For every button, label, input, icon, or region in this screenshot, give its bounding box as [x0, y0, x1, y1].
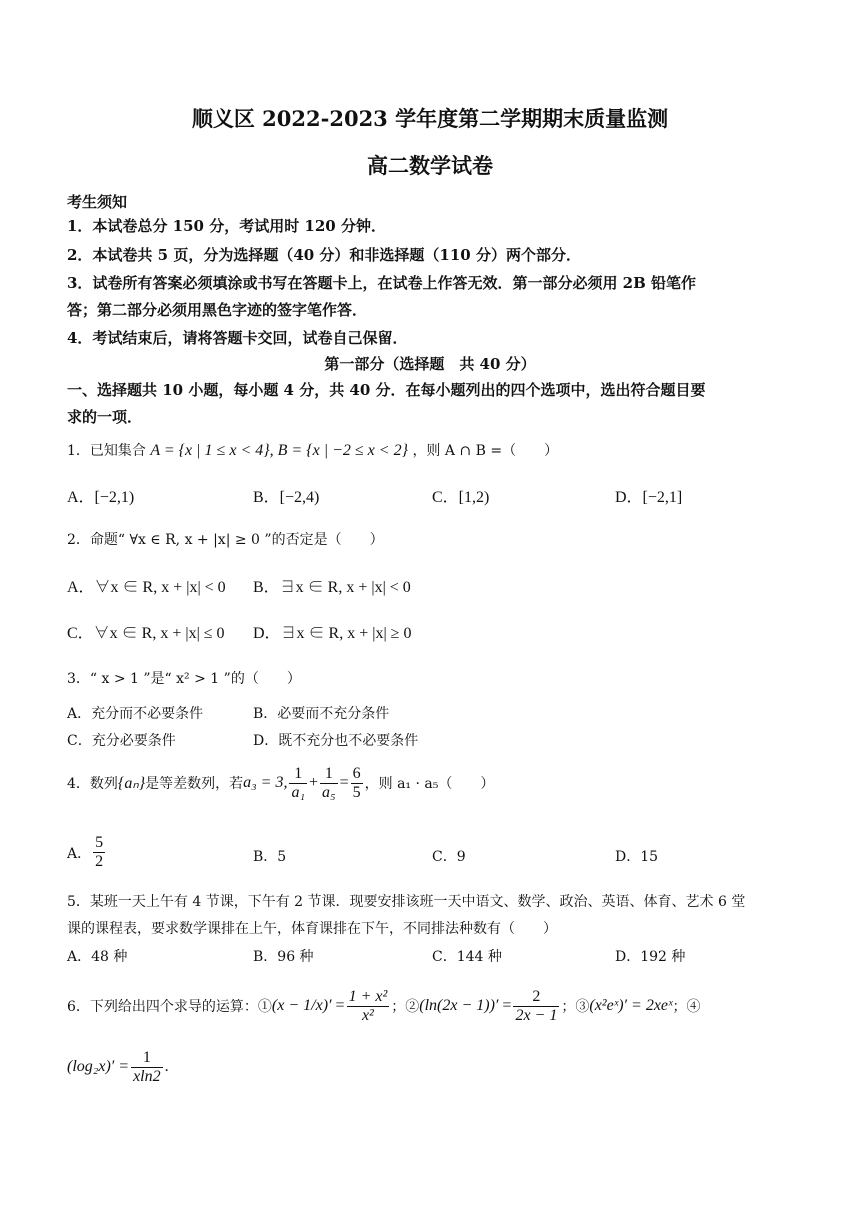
q4-a3: a₃ = 3, — [243, 774, 288, 791]
q6-end: . — [164, 1058, 169, 1075]
q4-option-d: D．15 — [615, 849, 659, 865]
q5-option-d: D．192 种 — [615, 949, 686, 965]
q4-f2-num: 1 — [320, 765, 338, 784]
notice-item-1: 1．本试卷总分 150 分，考试用时 120 分钟． — [67, 217, 386, 235]
question-4-stem — [67, 760, 494, 806]
notice-heading: 考生须知 — [67, 193, 128, 211]
exam-subtitle: 高二数学试卷 — [367, 153, 493, 178]
notice-item-3a: 3．试卷所有答案必须填涂或书写在答题卡上，在试卷上作答无效．第一部分必须用 2B 铅笔作 — [67, 274, 697, 292]
q2-option-b: B．∃x ∈ R, x + |x| < 0 — [253, 579, 411, 596]
q6-expr-4-lhs: (log₂x)′ = — [67, 1058, 130, 1075]
q4-f2-den: a₅ — [322, 783, 336, 801]
q1-option-b: B．[−2,4) — [253, 489, 320, 506]
q6-expr-2-lhs: (ln(2x − 1))′ — [419, 997, 499, 1014]
q5-option-a: A．48 种 — [67, 949, 128, 965]
q6-expr-2-rhs — [513, 988, 559, 1025]
exam-title: 顺义区 2022-2023 学年度第二学期期末质量监测 — [191, 106, 669, 131]
q4-option-a — [67, 834, 107, 871]
part1-instruction-b: 求的一项． — [67, 408, 143, 426]
part1-heading: 第一部分（选择题 共 40 分） — [324, 355, 536, 373]
q1-option-d: D．[−2,1] — [615, 489, 683, 506]
question-1-stem — [67, 440, 558, 460]
question-5-line-2: 课的课程表，要求数学课排在上午，体育课排在下午，不同排法种数有（ ） — [67, 921, 557, 937]
q2-option-d: D．∃x ∈ R, x + |x| ≥ 0 — [253, 625, 412, 642]
q4-fraction-2 — [320, 765, 338, 802]
q4-f3-den: 5 — [352, 783, 361, 801]
q4-sequence: {aₙ} — [117, 775, 146, 792]
q4-f1-num: 1 — [289, 765, 307, 784]
q4-f1-den: a₁ — [291, 783, 306, 801]
q6-e2-num: 2 — [513, 988, 559, 1007]
q3-option-a: A．充分而不必要条件 — [67, 706, 204, 722]
q6-sep-1: ；② — [391, 999, 420, 1015]
q4-a-fraction — [93, 834, 105, 871]
q4-a-den: 2 — [95, 853, 104, 870]
q6-expr-1-lhs: (x − 1/x)′ — [271, 997, 332, 1014]
part1-instruction-a: 一、选择题共 10 小题，每小题 4 分，共 40 分．在每小题列出的四个选项中，选出符合题目要 — [67, 381, 706, 399]
q1-sets: A = {x | 1 ≤ x < 4}, B = {x | −2 ≤ x < 2} — [150, 442, 408, 459]
q4-plus: + — [309, 774, 319, 791]
q4-fraction-1 — [289, 765, 307, 802]
q3-option-d: D．既不充分也不必要条件 — [253, 733, 419, 749]
q4-option-c: C．9 — [432, 849, 466, 865]
q1-option-a: A．[−2,1) — [67, 489, 135, 506]
q3-option-c: C．充分必要条件 — [67, 733, 176, 749]
q4-a-num: 5 — [95, 834, 104, 851]
question-2-stem: 2．命题“ ∀x ∈ R, x + |x| ≥ 0 ”的否定是（ ） — [67, 532, 384, 548]
q4-option-b: B．5 — [253, 849, 287, 865]
q6-e2-den: 2x − 1 — [515, 1006, 558, 1024]
question-6-continued — [67, 1043, 169, 1091]
q4-prefix: 4．数列 — [67, 776, 118, 792]
q4-fraction-3 — [351, 765, 363, 802]
q5-option-b: B．96 种 — [253, 949, 314, 965]
q4-equals: = — [339, 774, 349, 791]
q1-option-c: C．[1,2) — [432, 489, 490, 506]
q6-expr-3: (x²eˣ)′ = 2xeˣ — [589, 997, 673, 1014]
q4-tail: ，则 a₁ · a₅（ ） — [364, 776, 495, 792]
q6-prefix: 6．下列给出四个求导的运算：① — [67, 999, 272, 1015]
q5-option-c: C．144 种 — [432, 949, 502, 965]
q6-e1-den: x² — [361, 1006, 374, 1024]
q6-sep-3: ；④ — [672, 999, 701, 1015]
q4-f3-num: 6 — [352, 764, 361, 782]
q1-prefix: 1．已知集合 — [67, 443, 146, 459]
question-5-line-1: 5．某班一天上午有 4 节课，下午有 2 节课．现要安排该班一天中语文、数学、政治、英语、体育、艺术 6 堂 — [67, 894, 746, 910]
q6-expr-4-rhs — [131, 1049, 163, 1086]
question-6-stem: 6．下列给出四个求导的运算：① (x − 1/x)′ = $\frac{\text{1 + x²}}{\text{x²}}$ ；② (ln(2x − 1))′ = $\frac{2}{2x - 1}$ ；③ (x²eˣ)′ = 2xeˣ ；④ — [67, 987, 701, 1024]
q6-expr-1-rhs — [347, 988, 390, 1025]
q6-e4-num: 1 — [131, 1049, 163, 1068]
notice-item-4: 4．考试结束后，请将答题卡交回，试卷自己保留． — [67, 329, 408, 347]
q6-e1-num: 1 + x² — [348, 987, 388, 1005]
q3-option-b: B．必要而不充分条件 — [253, 706, 390, 722]
q6-sep-2: ；③ — [561, 999, 590, 1015]
notice-item-2: 2．本试卷共 5 页，分为选择题（40 分）和非选择题（110 分）两个部分． — [67, 246, 581, 264]
q4-mid: 是等差数列，若 — [145, 776, 244, 792]
q2-option-c: C．∀x ∈ R, x + |x| ≤ 0 — [67, 625, 225, 642]
notice-item-3b: 答；第二部分必须用黑色字迹的签字笔作答． — [67, 301, 368, 319]
q1-suffix: ，则 A ∩ B =（ ） — [412, 443, 559, 459]
question-3-stem: 3．“ x > 1 ”是“ x² > 1 ”的（ ） — [67, 671, 301, 687]
q6-e4-den: xln2 — [133, 1067, 161, 1085]
q2-option-a: A．∀x ∈ R, x + |x| < 0 — [67, 579, 226, 596]
q4-a-label: A． — [67, 845, 92, 862]
